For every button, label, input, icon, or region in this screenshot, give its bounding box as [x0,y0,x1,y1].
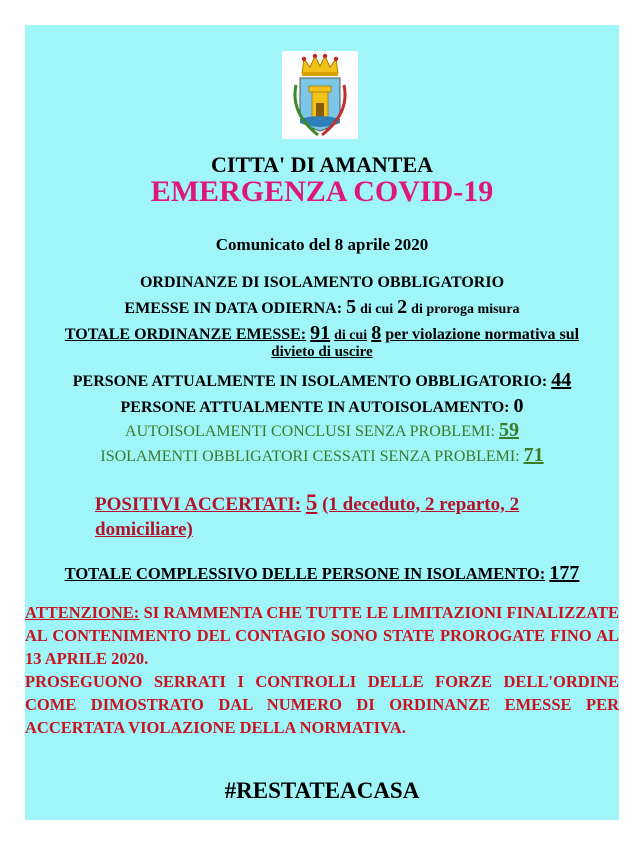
city-name: CITTA' DI AMANTEA [210,152,434,177]
notice-block [25,601,619,739]
hashtag: #RESTATEACASA [224,778,420,803]
total-violation-label-1: per violazione normativa sul [385,326,580,343]
notice-text-1: SI RAMMENTA CHE TUTTE LE LIMITAZIONI FINALIZZATE AL CONTENIMENTO DEL CONTAGIO SONO STATE PROROGATE FINO AL 13 APRILE 2020. [25,603,620,668]
total-violation-value: 8 [371,322,382,344]
issued-today-of-which: di cui [360,302,394,317]
total-violation-label-2: divieto di uscire [271,344,373,360]
current-mandatory-label: PERSONE ATTUALMENTE IN ISOLAMENTO OBBLIGATORIO: [72,373,548,390]
issued-today-extension-label: di proroga misura [411,302,520,317]
current-mandatory-value: 44 [551,369,572,391]
current-mandatory-line [25,369,619,392]
communique-date: Comunicato del 8 aprile 2020 [215,235,429,254]
notice-paragraph-1 [25,601,619,670]
positives-label: POSITIVI ACCERTATI: [95,494,302,515]
total-violation-label-2-line [25,344,619,361]
positives-detail: (1 deceduto, 2 reparto, 2 domiciliare) [95,494,520,540]
self-concluded-value: 59 [498,419,519,441]
notice-label: ATTENZIONE: [25,603,140,622]
total-orders-of-which: di cui [334,328,368,343]
self-concluded-line [25,419,619,442]
total-isolation-label: TOTALE COMPLESSIVO DELLE PERSONE IN ISOLAMENTO: [64,564,546,583]
total-orders-value: 91 [310,322,331,344]
self-concluded-label: AUTOISOLAMENTI CONCLUSI SENZA PROBLEMI: [125,423,495,440]
emergency-title: EMERGENZA COVID-19 [150,175,494,208]
self-isolation-label: PERSONE ATTUALMENTE IN AUTOISOLAMENTO: [120,399,510,416]
isolation-heading: ORDINANZE DI ISOLAMENTO OBBLIGATORIO [139,274,505,291]
mandatory-ended-line [25,444,619,467]
total-orders-label: TOTALE ORDINANZE EMESSE: [64,326,307,343]
covid-bulletin-poster [25,25,619,820]
positives-block [95,490,595,542]
issued-today-line [25,296,619,319]
self-isolation-line [25,395,619,418]
issued-today-label: EMESSE IN DATA ODIERNA: [124,300,343,317]
total-isolation-line [25,562,619,585]
self-isolation-value: 0 [513,395,524,417]
issued-today-value: 5 [346,296,357,318]
issued-today-extension-value: 2 [397,296,408,318]
mandatory-ended-label: ISOLAMENTI OBBLIGATORI CESSATI SENZA PROBLEMI: [100,448,520,465]
amantea-coat-of-arms-icon [282,51,358,139]
positives-value: 5 [305,490,318,515]
total-isolation-value: 177 [549,562,580,584]
notice-paragraph-2: PROSEGUONO SERRATI I CONTROLLI DELLE FORZE DELL'ORDINE COME DIMOSTRATO DAL NUMERO DI ORDINANZE EMESSE PER ACCERTATA VIOLAZIONE DELLA NORMATIVA. [25,672,619,737]
mandatory-ended-value: 71 [523,444,544,466]
